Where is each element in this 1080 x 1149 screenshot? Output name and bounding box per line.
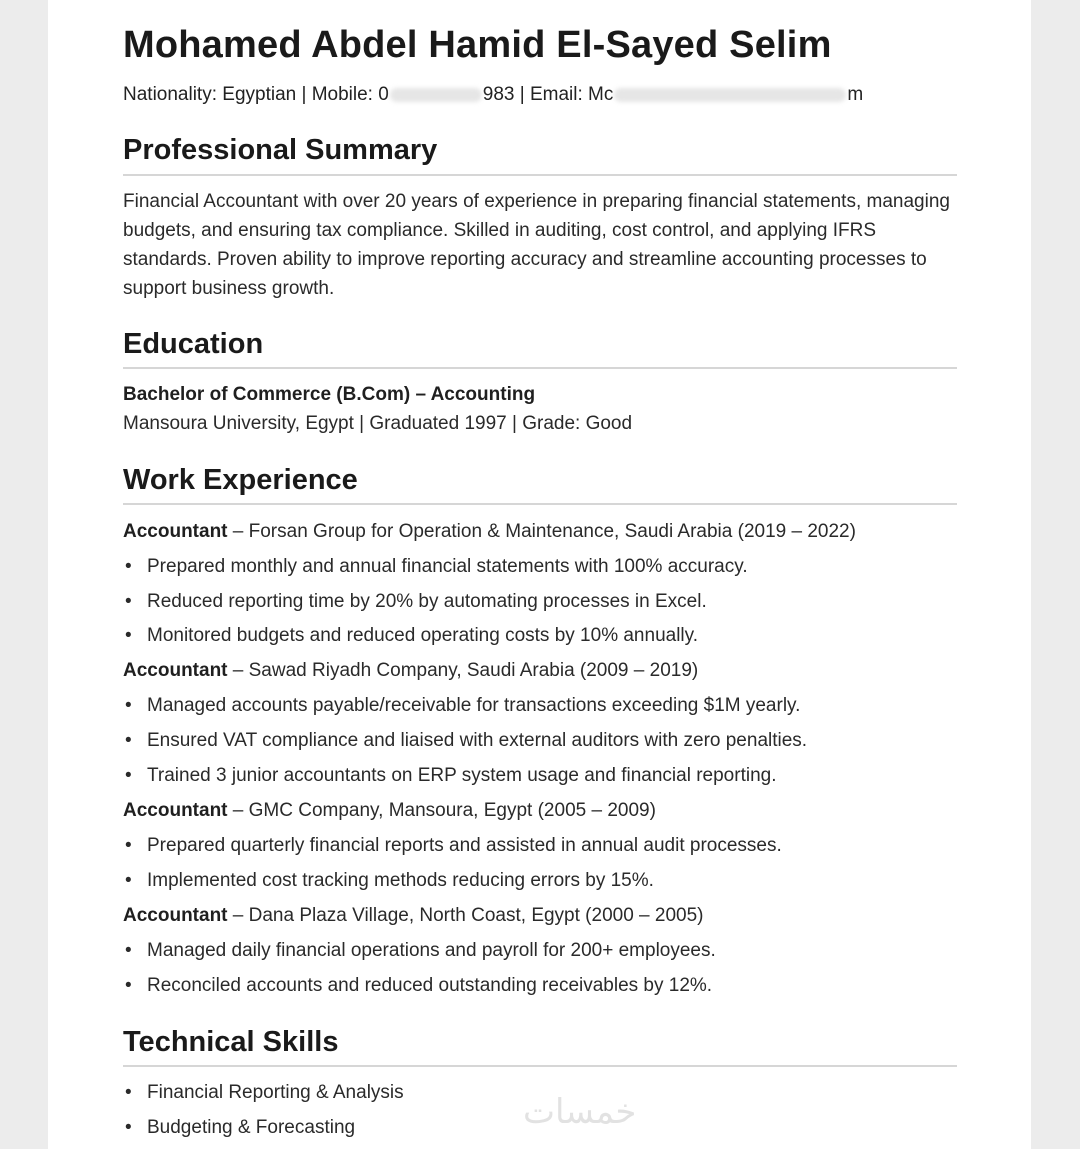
bullet-dot: • [125,695,132,716]
job-bullet [123,730,807,752]
job-title-line [123,905,704,927]
job-role: Accountant [123,660,228,681]
candidate-name: Mohamed Abdel Hamid El-Sayed Selim [123,24,832,66]
job-bullet [123,975,712,997]
bullet-text: Monitored budgets and reduced operating costs by 10% annually. [147,625,699,646]
bullet-dot: • [125,975,132,996]
bullet-dot: • [125,625,132,646]
bullet-text: Prepared quarterly financial reports and assisted in annual audit processes. [147,835,782,856]
bullet-text: Reconciled accounts and reduced outstanding receivables by 12%. [147,975,713,996]
job-bullet [123,835,782,857]
bullet-text: Managed accounts payable/receivable for transactions exceeding $1M yearly. [147,695,801,716]
skill-text: Budgeting & Forecasting [147,1117,356,1138]
job-bullet [123,556,748,578]
job-bullet [123,940,716,962]
job-title-line [123,800,656,822]
job-bullet [123,625,698,647]
summary-heading: Professional Summary [123,134,438,166]
experience-heading: Work Experience [123,464,358,496]
job-title-line [123,660,698,682]
education-details: Mansoura University, Egypt | Graduated 1997 | Grade: Good [123,413,633,434]
skill-item [123,1117,355,1139]
job-company: – Forsan Group for Operation & Maintenance, Saudi Arabia (2019 – 2022) [227,521,856,542]
job-title-line [123,521,856,543]
contact-line [123,84,863,106]
mobile-email-text: 983 | Email: Mc [482,84,614,105]
nationality-mobile-text: Nationality: Egyptian | Mobile: 0 [123,84,389,105]
redacted-mobile [390,88,482,102]
bullet-dot: • [125,1117,132,1138]
bullet-text: Prepared monthly and annual financial statements with 100% accuracy. [147,556,748,577]
bullet-text: Implemented cost tracking methods reducing errors by 15%. [147,870,654,891]
bullet-dot: • [125,940,132,961]
job-bullet [123,695,800,717]
bullet-text: Ensured VAT compliance and liaised with external auditors with zero penalties. [147,730,808,751]
skills-divider [123,1065,957,1067]
bullet-dot: • [125,870,132,891]
bullet-text: Managed daily financial operations and payroll for 200+ employees. [147,940,716,961]
job-company: – Sawad Riyadh Company, Saudi Arabia (2009 – 2019) [227,660,699,681]
redacted-email [614,88,846,102]
resume-page [48,0,1031,1149]
skill-text: Financial Reporting & Analysis [147,1082,404,1103]
summary-divider [123,174,957,176]
bullet-dot: • [125,765,132,786]
job-role: Accountant [123,800,228,821]
job-bullet [123,591,707,613]
education-heading: Education [123,328,264,360]
bullet-dot: • [125,835,132,856]
job-company: – GMC Company, Mansoura, Egypt (2005 – 2009) [227,800,656,821]
bullet-dot: • [125,556,132,577]
watermark-logo: خمسات [523,1092,637,1132]
job-bullet [123,765,776,787]
bullet-dot: • [125,591,132,612]
experience-divider [123,503,957,505]
education-degree: Bachelor of Commerce (B.Com) – Accounting [123,384,536,405]
bullet-text: Reduced reporting time by 20% by automating processes in Excel. [147,591,707,612]
bullet-text: Trained 3 junior accountants on ERP system usage and financial reporting. [147,765,777,786]
skill-item [123,1082,404,1104]
job-role: Accountant [123,521,228,542]
email-suffix-text: m [847,84,864,105]
education-divider [123,367,957,369]
skills-heading: Technical Skills [123,1026,339,1058]
job-company: – Dana Plaza Village, North Coast, Egypt (2000 – 2005) [227,905,704,926]
job-role: Accountant [123,905,228,926]
summary-text: Financial Accountant with over 20 years of experience in preparing financial statements, managing budgets, and ensuring tax compliance. Skilled in auditing, cost control, and applying IFRS standards. Proven ability to improve reporting accuracy and streamline accounting processes to support business growth. [123,191,950,299]
job-bullet [123,870,654,892]
bullet-dot: • [125,1082,132,1103]
bullet-dot: • [125,730,132,751]
